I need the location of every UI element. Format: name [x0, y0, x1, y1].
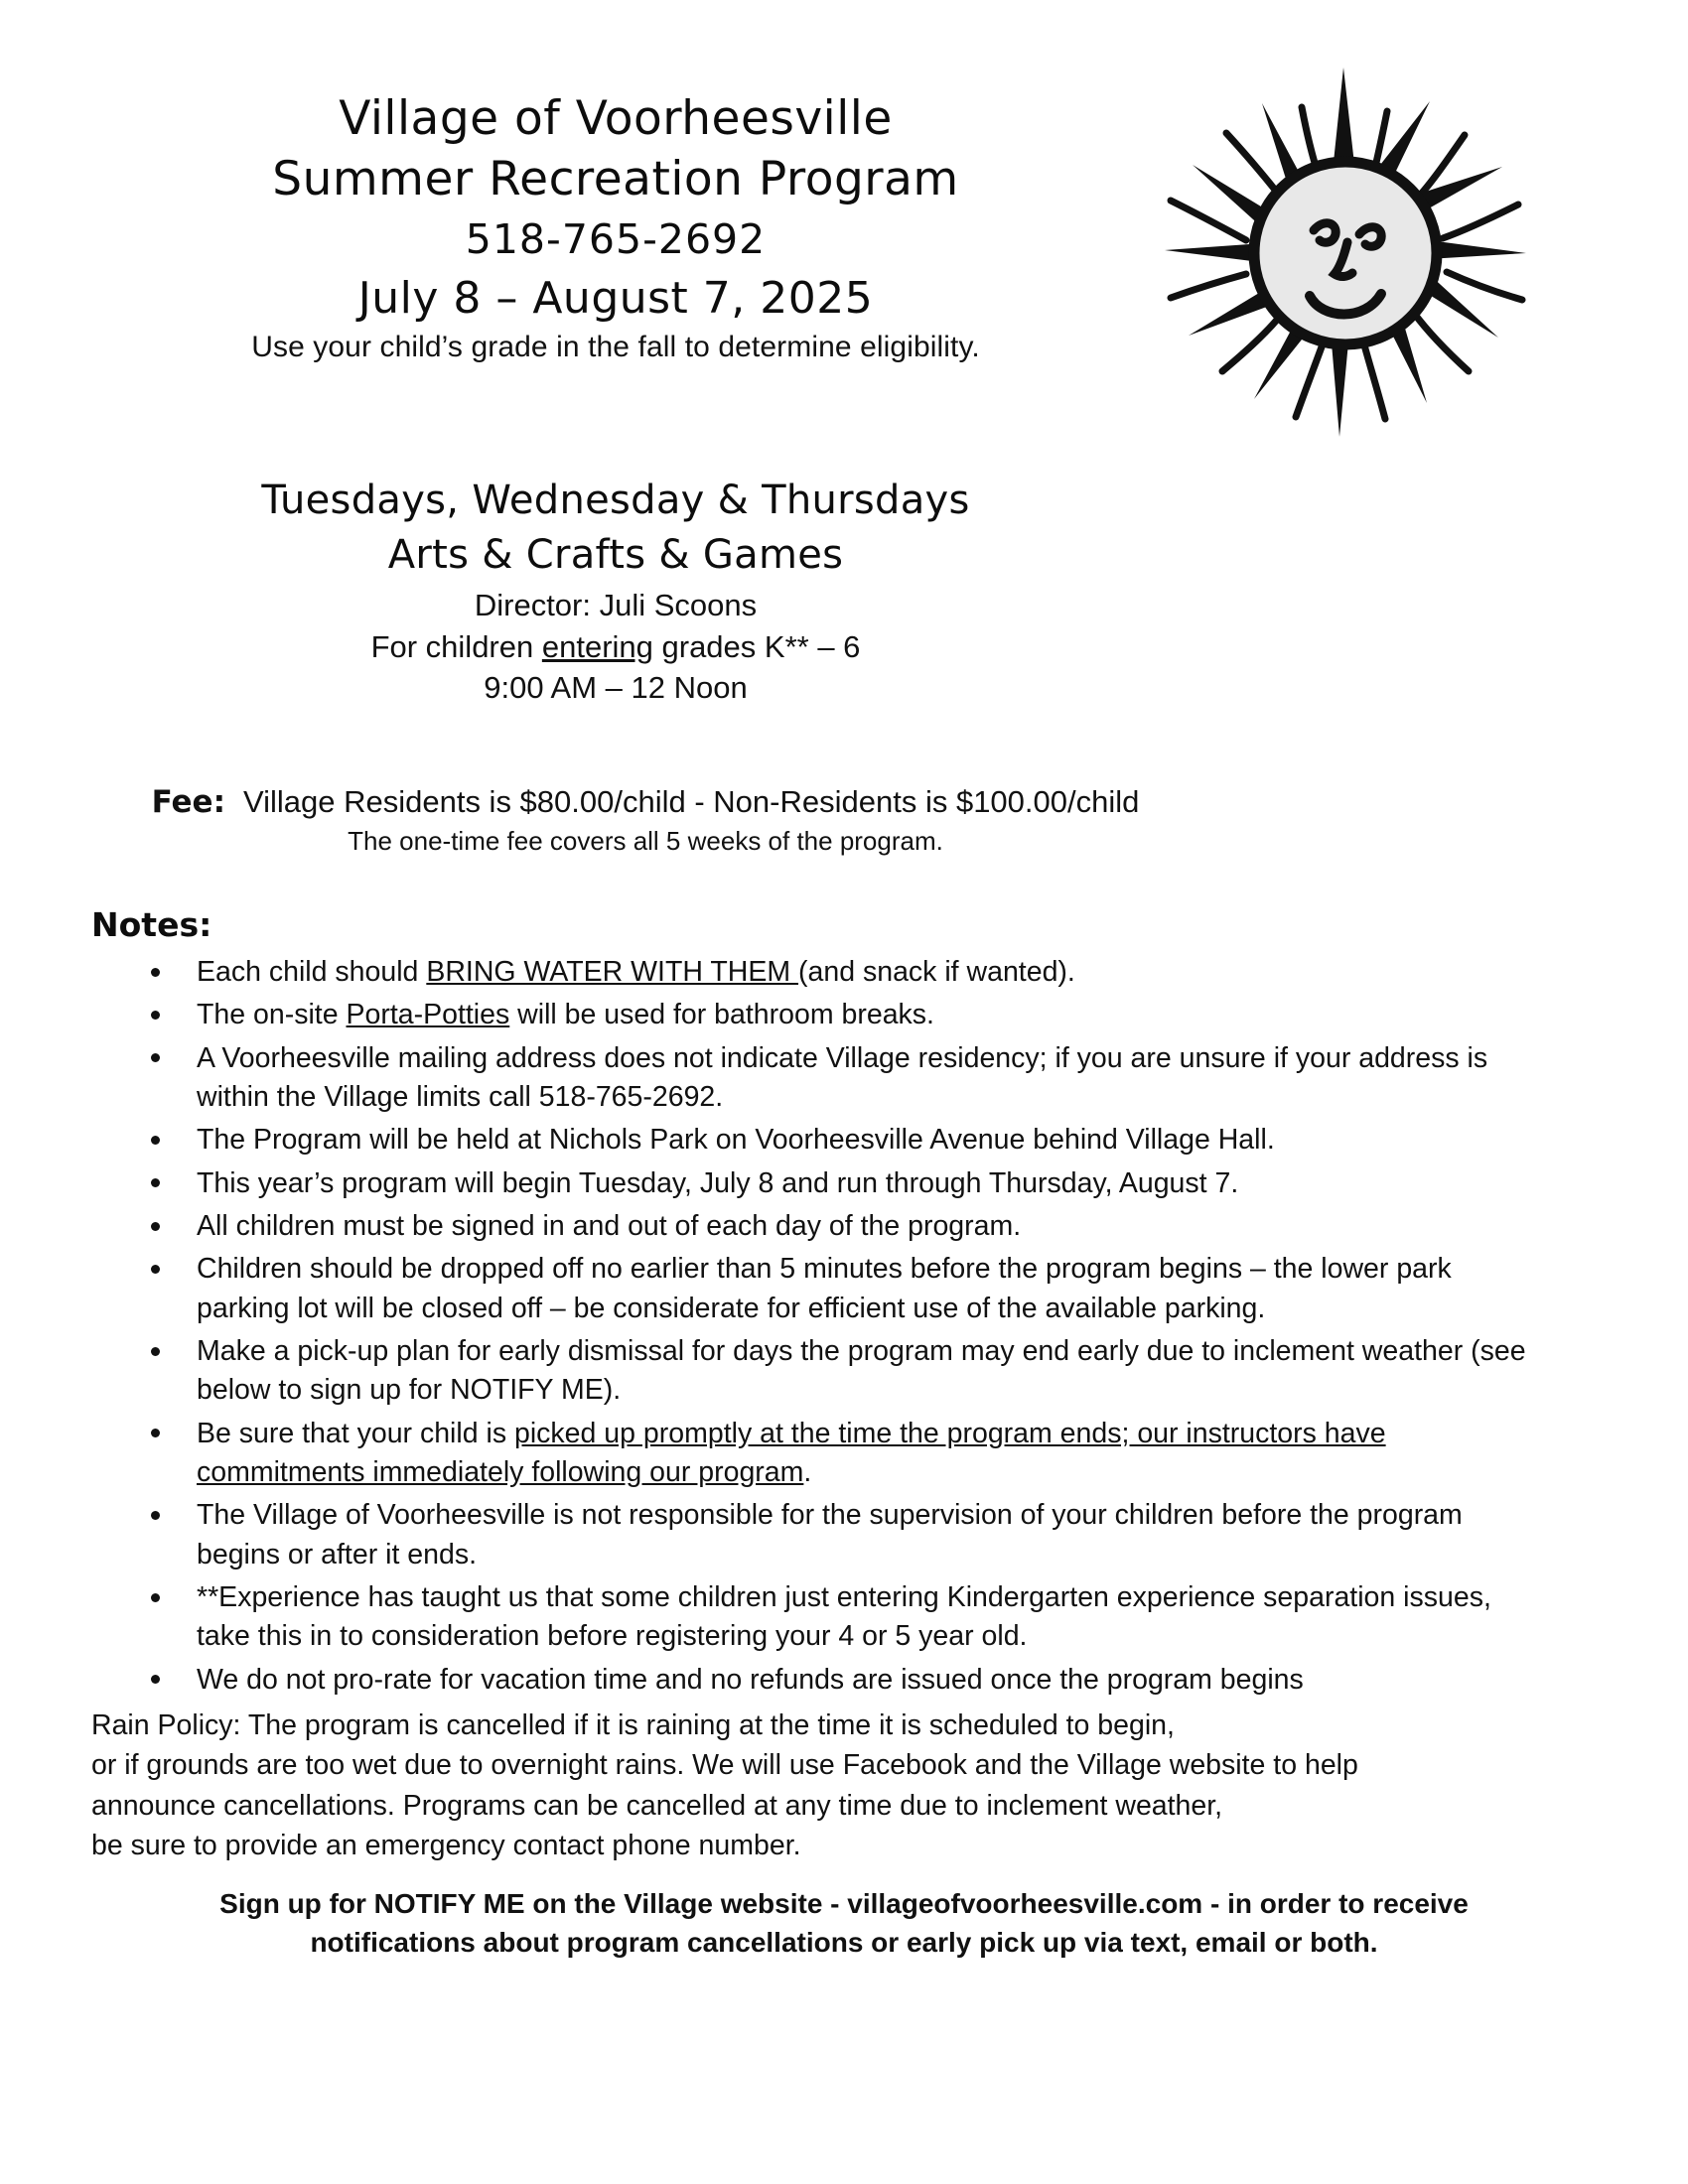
- fee-block: [119, 784, 1172, 857]
- header-date-range: July 8 – August 7, 2025: [357, 273, 874, 325]
- note-text: This year’s program will begin Tuesday, July 8 and run through Thursday, August 7.: [197, 1166, 1239, 1199]
- note-text: The on-site: [197, 999, 347, 1031]
- program-activities: Arts & Crafts & Games: [387, 532, 844, 578]
- note-text: **Experience has taught us that some children just entering Kindergarten experience separation issues, take this in to consideration before registering your 4 or 5 year old.: [197, 1580, 1491, 1653]
- rain-policy-line-2: or if grounds are too wet due to overnight rains. We will use Facebook and the Village website to help: [91, 1749, 1358, 1782]
- header-eligibility-note: Use your child’s grade in the fall to determine eligibility.: [251, 331, 980, 364]
- note-item: [141, 1250, 1551, 1328]
- bullet-icon: [151, 1675, 160, 1684]
- program-hours: 9:00 AM – 12 Noon: [484, 670, 748, 706]
- note-item: [141, 1207, 1551, 1246]
- program-grades-suffix: grades K** – 6: [652, 628, 861, 664]
- note-item: [141, 1121, 1551, 1160]
- fee-details: Village Residents is $80.00/child - Non-Residents is $100.00/child: [242, 784, 1140, 819]
- program-grades-prefix: For children: [370, 628, 542, 664]
- note-text: Children should be dropped off no earlier than 5 minutes before the program begins – the lower park parking lot will be closed off – be considerate for efficient use of the available parking.: [197, 1253, 1452, 1324]
- bullet-icon: [151, 1347, 160, 1356]
- sun-face-group: [1254, 162, 1437, 344]
- note-text: Be sure that your child is: [197, 1417, 514, 1449]
- rain-policy-line-3: announce cancellations. Programs can be cancelled at any time due to inclement weather,: [91, 1789, 1223, 1822]
- program-grades-underlined: entering: [541, 628, 653, 664]
- bullet-icon: [151, 1511, 160, 1520]
- page-title-line-1: Village of Voorheesville: [339, 91, 893, 146]
- bullet-icon: [151, 1593, 160, 1602]
- note-text-tail: .: [803, 1455, 812, 1488]
- notify-me-block: [119, 1884, 1569, 1962]
- note-item: [141, 996, 1551, 1034]
- header-phone: 518-765-2692: [465, 214, 767, 263]
- note-item: [141, 1661, 1551, 1700]
- bullet-icon: [151, 1178, 160, 1187]
- note-text: The Program will be held at Nichols Park on Voorheesville Avenue behind Village Hall.: [197, 1124, 1275, 1157]
- note-text: The Village of Voorheesville is not responsible for the supervision of your children before the program begins or after it ends.: [197, 1499, 1463, 1570]
- bullet-icon: [151, 968, 160, 977]
- bullet-icon: [151, 1011, 160, 1020]
- bullet-icon: [151, 1265, 160, 1274]
- note-text: We do not pro-rate for vacation time and no refunds are issued once the program begins: [197, 1663, 1304, 1696]
- bullet-icon: [151, 1222, 160, 1231]
- program-days: Tuesdays, Wednesday & Thursdays: [261, 478, 970, 523]
- fee-label: Fee:: [151, 784, 225, 820]
- note-item: [141, 1039, 1551, 1118]
- fee-line: [119, 784, 1172, 820]
- note-item: [141, 1415, 1551, 1493]
- note-item: [141, 1496, 1551, 1574]
- rain-policy-line-4: be sure to provide an emergency contact phone number.: [91, 1830, 801, 1862]
- page-title-line-2: Summer Recreation Program: [272, 152, 959, 207]
- note-text: Each child should: [197, 956, 427, 988]
- program-details-block: [119, 477, 1112, 708]
- note-text-tail: will be used for bathroom breaks.: [509, 999, 934, 1031]
- rain-policy-line-1: Rain Policy: The program is cancelled if it is raining at the time it is scheduled to begin,: [91, 1709, 1175, 1741]
- note-item: [141, 1332, 1551, 1411]
- note-text-underlined: Porta-Potties: [346, 999, 510, 1031]
- notes-heading: Notes:: [91, 905, 212, 944]
- note-text: A Voorheesville mailing address does not indicate Village residency; if you are unsure if your address is within the Village limits call 518-765-2692.: [197, 1041, 1488, 1113]
- notify-me-line-2: notifications about program cancellations or early pick up via text, email or both.: [310, 1927, 1378, 1959]
- note-text-underlined: picked up promptly at the time the program ends; our instructors have commitments immediately following our program: [197, 1417, 1386, 1488]
- notes-list: [141, 953, 1551, 1704]
- rain-policy-block: [91, 1706, 1561, 1866]
- note-text-underlined: BRING WATER WITH THEM: [426, 956, 799, 988]
- note-text: All children must be signed in and out of each day of the program.: [197, 1209, 1022, 1242]
- bullet-icon: [151, 1053, 160, 1062]
- note-text: Make a pick-up plan for early dismissal for days the program may end early due to inclement weather (see below to sign up for NOTIFY ME).: [197, 1334, 1526, 1407]
- program-director: Director: Juli Scoons: [474, 588, 758, 622]
- bullet-icon: [151, 1136, 160, 1145]
- sun-illustration: [1127, 40, 1564, 467]
- note-item: [141, 1164, 1551, 1203]
- fee-note: The one-time fee covers all 5 weeks of the program.: [348, 826, 943, 856]
- header-block: [119, 91, 1112, 364]
- program-grades: [119, 627, 1112, 667]
- notify-me-line-1: Sign up for NOTIFY ME on the Village website - villageofvoorheesville.com - in order to receive: [219, 1888, 1469, 1919]
- note-text-tail: (and snack if wanted).: [798, 956, 1075, 988]
- note-item: [141, 953, 1551, 992]
- note-item: [141, 1578, 1551, 1657]
- bullet-icon: [151, 1429, 160, 1437]
